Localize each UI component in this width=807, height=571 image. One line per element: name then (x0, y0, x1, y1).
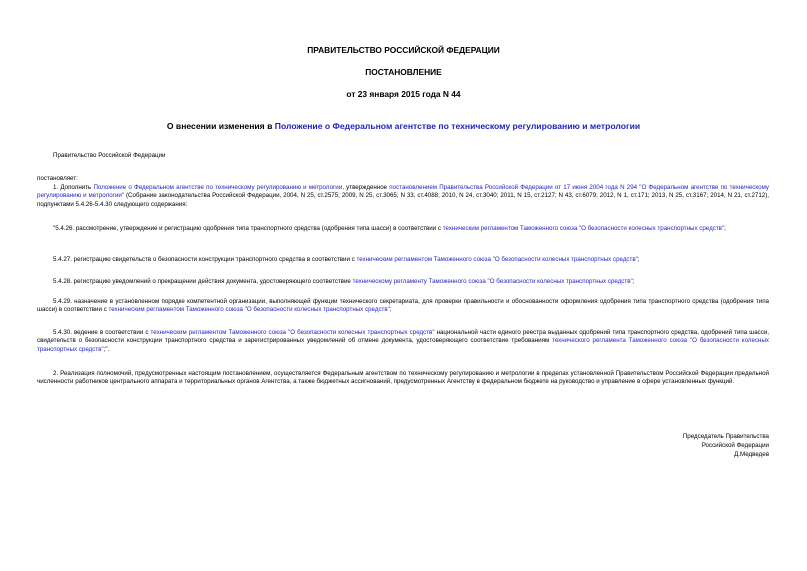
paragraph-item-1: 1. Дополнить Положение о Федеральном агентстве по техническому регулированию и метрологии, утвержденное постановлением Правительства Российской Федерации от 17 июня 2004 года N 294 "О Федеральном агентстве по техническому регулированию и метрологии" (Собрание законодательства Российской Федерации, 2004, N 25, ст.2575; 2009, N 25, ст.3065; N 33, ст.4088; 2010, N 24, ст.3040; 2011, N 15, ст.2127; N 43, ст.6079; 2012, N 1, ст.171; 2013, N 25, ст.3167; 2014, N 21, ст.2712), подпунктами 5.4.26-5.4.30 следующего содержания: (37, 184, 770, 208)
link-regulation[interactable]: Положение о Федеральном агентстве по техническому регулированию и метрологии (93, 184, 343, 191)
paragraph-item-2: 2. Реализация полномочий, предусмотренных настоящим постановлением, осуществляется Федеральным агентством по техническому регулированию и метрологии в пределах установленной Правительством Российской Федерации предельной численности работников центрального аппарата и территориальных органов Агентства, а также бюджетных ассигнований, предусмотренных Агентству в федеральном бюджете на руководство и управление в сфере установленных функций. (37, 370, 769, 386)
header-date-number: от 23 января 2015 года N 44 (346, 89, 461, 99)
document-title (60, 121, 747, 131)
signature-name: Д.Медведев (734, 451, 769, 458)
intro-decides: постановляет: (37, 175, 78, 182)
signature-country: Российской Федерации (701, 442, 769, 449)
intro-government: Правительство Российской Федерации (53, 152, 166, 159)
paragraph-5-4-29: 5.4.29. назначение в установленном порядке компетентной организации, выполняющей функции технического секретариата, для проверки правильности и обоснованности оформления одобрения типа транспортного средства (одобрения типа шасси) в соответствии с техническим регламентом Таможенного союза "О безопасности колесных транспортных средств"; (37, 298, 769, 314)
paragraph-5-4-28: 5.4.28. регистрацию уведомлений о прекращении действия документа, удостоверяющего соответствие техническому регламенту Таможенного союза "О безопасности колесных транспортных средств"; (53, 278, 635, 285)
header-government: ПРАВИТЕЛЬСТВО РОССИЙСКОЙ ФЕДЕРАЦИИ (307, 45, 500, 55)
link-tech-reg[interactable]: техническим регламентом Таможенного союза "О безопасности колесных транспортных средств" (442, 225, 725, 232)
signature-position: Председатель Правительства (682, 433, 769, 440)
header-doc-type: ПОСТАНОВЛЕНИЕ (365, 67, 442, 77)
paragraph-5-4-26: "5.4.26. рассмотрение, утверждение и регистрацию одобрения типа транспортного средства (одобрения типа шасси) в соответствии с техническим регламентом Таможенного союза "О безопасности колесных транспортных средств"; (53, 225, 726, 232)
paragraph-5-4-27: 5.4.27. регистрацию свидетельств о безопасности конструкции транспортного средства в соответствии с техническим регламентом Таможенного союза "О безопасности колесных транспортных средств"; (53, 256, 640, 263)
link-tech-reg[interactable]: техническому регламенту Таможенного союза "О безопасности колесных транспортных средств" (352, 278, 633, 285)
link-tech-reg[interactable]: техническим регламентом Таможенного союза "О безопасности колесных транспортных средств" (356, 256, 638, 263)
paragraph-5-4-30: 5.4.30. ведение в соответствии с техническим регламентом Таможенного союза "О безопасности колесных транспортных средств" национальной части единого реестра выданных одобрений типа транспортного средства, одобрений типа шасси, свидетельств о безопасности конструкции транспортного средства и зарегистрированных уведомлений об отмене документа, удостоверяющего соответствие требованиям технического регламента Таможенного союза "О безопасности колесных транспортных средств";". (37, 329, 770, 353)
title-link[interactable]: Положение о Федеральном агентстве по техническому регулированию и метрологии (274, 121, 641, 131)
title-prefix: О внесении изменения в (166, 121, 275, 131)
link-tech-reg[interactable]: техническим регламентом Таможенного союза "О безопасности колесных транспортных средств" (150, 329, 435, 336)
link-tech-reg[interactable]: техническим регламентом Таможенного союза "О безопасности колесных транспортных средств" (108, 306, 390, 314)
link-tech-reg-2[interactable]: технического регламента Таможенного союза "О безопасности колесных транспортных средств" (37, 337, 769, 353)
signature-block (683, 432, 769, 459)
link-resolution-294[interactable]: постановлением Правительства Российской Федерации от 17 июня 2004 года N 294 "О Федеральном агентстве по техническому регулированию и метрологии" (37, 184, 770, 200)
